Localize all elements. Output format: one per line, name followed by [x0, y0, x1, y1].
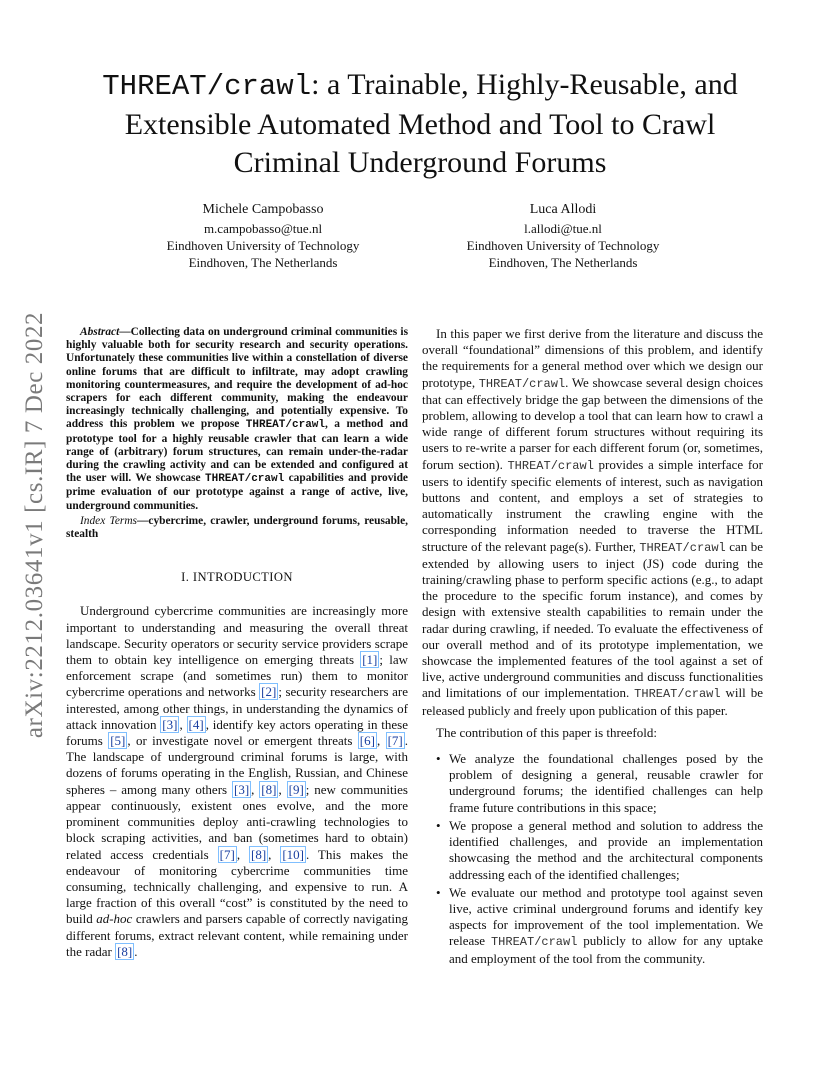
- tool-name: THREAT/crawl: [634, 687, 721, 702]
- list-item: • We analyze the foundational challenges posed by the problem of designing a general, reusable crawler for underground forums; the identified challenges can help frame future contributions in this space;: [436, 751, 763, 815]
- citation-link[interactable]: [7]: [387, 733, 403, 749]
- author-name: Luca Allodi: [529, 202, 597, 217]
- contribution-intro: The contribution of this paper is threefold:: [436, 724, 657, 740]
- section-title: NTRODUCTION: [197, 570, 293, 585]
- intro-paragraph: Underground cybercrime communities are increasingly more important to understanding and measuring the overall threat landscape. Security operators or security service providers scrape them to obtain key intelligence on emerging threats [1] ; law enforcement scrape (and sometimes run) them to monitor cybercrime operations and networks [2] ; security researchers are interested, among other things, in understanding the dynamics of attack innovation [3] , [4] , identify key actors operating in these forums [5] , or investigate novel or emergent threats [6] , [7] . The landscape of underground criminal forums is large, with dozens of forums operating in the English, Russian, and Chinese spheres – among many others [3] , [8] , [9] ; new communities appear continuously, existent ones evolve, and the more prominent communities deploy anti-crawling technologies to block scraping activities, and ban (sometimes hard to obtain) related access credentials [7] , [8] , [10] . This makes the endeavour of monitoring cybercrime communities time consuming, technically challenging, and expensive to run. A large fraction of this overall “cost” is constituted by the need to build ad-hoc crawlers and parsers capable of correctly navigating different forums, extract relevant content, while remaining under the radar [8] .: [66, 603, 409, 959]
- author-block: [433, 201, 693, 271]
- abstract: [66, 326, 408, 513]
- title-tool-name: THREAT/crawl: [102, 70, 312, 103]
- abstract-text: capabilities and provide prime evaluation of our prototype against a range of active, live, underground communities.: [66, 472, 408, 512]
- right-column: [422, 326, 763, 967]
- citation-link[interactable]: [8]: [250, 846, 267, 862]
- arxiv-sidebar: [18, 300, 52, 750]
- citation-link[interactable]: [4]: [188, 716, 204, 732]
- title-text: : a Trainable, Highly-Reusable, and Extensible Automated Method and Tool to Crawl Criminal Underground Forums: [124, 68, 738, 179]
- index-terms-text: —cybercrime, crawler, underground forums, reusable, stealth: [66, 514, 408, 541]
- contribution-list: [422, 751, 763, 967]
- paper-title: [70, 66, 770, 182]
- list-item: • We propose a general method and solution to address the identified challenges, and provide an implementation showcasing the method and the architectural components addressing each of the identified challenges;: [436, 817, 763, 882]
- tool-name: THREAT/crawl: [478, 376, 566, 391]
- right-paragraph: In this paper we first derive from the literature and discuss the overall “foundational” dimensions of this problem, and identify the requirements for a general method over which we design our prototype, THREAT/crawl. We showcase several design choices that can effectively bridge the gap between the dimensions of the problem, allowing to develop a tool that can learn how to crawl a wide range of different forum structures without requiring its users to re-write a parser for each different forum (or, sometimes, forum section). THREAT/crawl provides a simple interface for users to identify specific elements of interest, such as navigation buttons and content, and employs a set of strategies to automatically instrument the crawling engine with the corresponding information needed to traverse the HTML structure of the relevant page(s). Further, THREAT/crawl can be extended by allowing users to inject (JS) code during the training/crawling phase to perform specific actions (e.g., to adapt the procedure to the specific forum instance), and comes by design with extensive stealth capabilities to remain under the radar during crawling, if needed. To evaluate the effectiveness of our overall method and of its prototype implementation, we showcase the implemented features of the tool against a set of live, active underground communities and discuss functionalities and limitations of our implementation. THREAT/crawl will be released publicly and freely upon publication of this paper.: [422, 326, 764, 718]
- citation-link[interactable]: [3]: [233, 781, 250, 797]
- author-email: m.campobasso@tue.nl: [203, 221, 323, 236]
- citation-link[interactable]: [8]: [117, 943, 133, 959]
- citation-link[interactable]: [7]: [219, 846, 235, 862]
- citation-link[interactable]: [6]: [359, 733, 375, 749]
- list-item: • We evaluate our method and prototype tool against seven live, active criminal underground forums and identify key aspects for improvement of the tool implementation. We release THREAT/crawl publicly to allow for any uptake and employment of the tool from the community.: [436, 884, 763, 966]
- author-email: l.allodi@tue.nl: [524, 221, 602, 236]
- tool-name: THREAT/crawl: [639, 540, 726, 555]
- author-name: Michele Campobasso: [202, 202, 324, 217]
- tool-name: THREAT/crawl: [245, 419, 325, 432]
- abstract-text: —Collecting data on underground criminal communities is highly valuable both for security research and security operations. Unfortunately these communities live within a constellation of diverse online forums that are difficult to infiltrate, may adopt crawling monitoring countermeasures, and require the development of ad-hoc scrapers for each different community, making the endeavour increasingly technically challenging, and potentially expensive. To address this problem we propose: [66, 326, 408, 431]
- tool-name: THREAT/crawl: [205, 473, 285, 486]
- citation-link[interactable]: [1]: [362, 652, 378, 668]
- citation-link[interactable]: [5]: [110, 733, 126, 749]
- citation-link[interactable]: [2]: [261, 684, 277, 700]
- index-terms-label: Index Terms: [80, 514, 137, 527]
- left-column: [66, 326, 408, 960]
- author-block: [133, 201, 393, 271]
- citation-link[interactable]: [3]: [162, 716, 178, 732]
- citation-link[interactable]: [9]: [288, 781, 304, 797]
- bullet-icon: •: [436, 884, 441, 900]
- section-first-letter: I: [192, 570, 198, 585]
- citation-link[interactable]: [10]: [282, 846, 304, 862]
- arxiv-identifier: arXiv:2212.03641v1 [cs.IR] 7 Dec 2022: [21, 311, 48, 739]
- author-affiliation: Eindhoven University of Technology: [166, 238, 360, 253]
- bullet-icon: •: [436, 817, 441, 833]
- author-location: Eindhoven, The Netherlands: [488, 255, 638, 270]
- abstract-text: , a method and prototype tool for a highly reusable crawler that can learn a wide range of (arbitrary) forum structures, can remain under-the-radar during the crawling activity and can be extended and configured at the user will. We showcase: [66, 418, 408, 485]
- bullet-icon: •: [436, 751, 441, 767]
- section-heading: [66, 569, 408, 585]
- author-location: Eindhoven, The Netherlands: [188, 255, 338, 270]
- tool-name: THREAT/crawl: [507, 458, 594, 473]
- index-terms: [66, 515, 408, 541]
- tool-name: THREAT/crawl: [490, 935, 578, 950]
- abstract-label: Abstract: [80, 326, 120, 338]
- citation-link[interactable]: [8]: [261, 781, 277, 797]
- section-number: I.: [181, 570, 190, 585]
- author-affiliation: Eindhoven University of Technology: [466, 238, 660, 253]
